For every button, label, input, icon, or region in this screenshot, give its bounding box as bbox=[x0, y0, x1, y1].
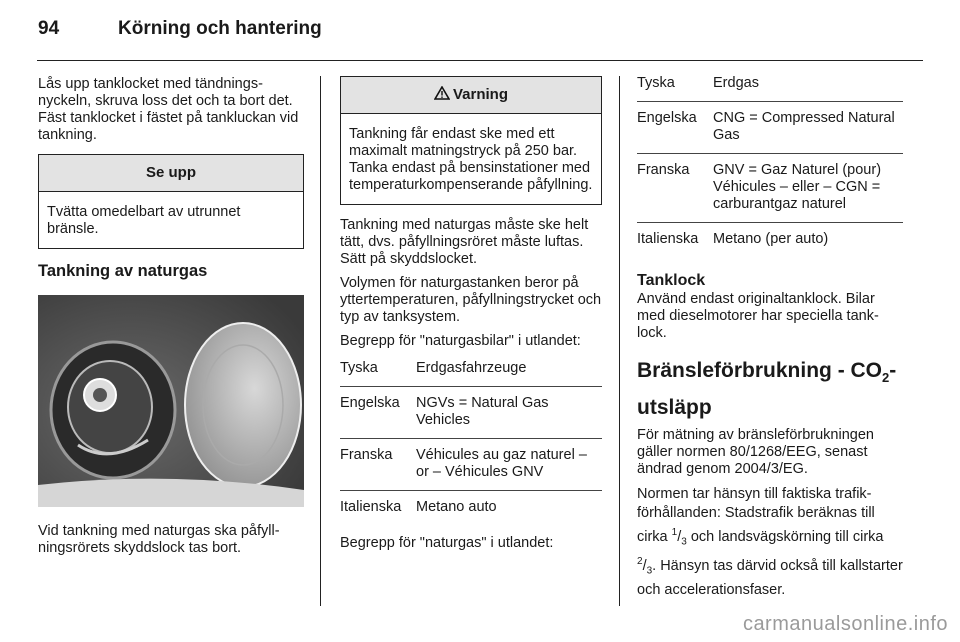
column-divider bbox=[619, 76, 620, 606]
paragraph: Volymen för naturgastanken beror på yttertemperaturen, påfyllningstrycket och typ av tanksystem. bbox=[340, 275, 602, 325]
heading-text: -utsläpp bbox=[637, 359, 897, 420]
fraction-numerator: 1 bbox=[671, 527, 678, 539]
warning-triangle-icon bbox=[434, 86, 450, 100]
paragraph-text: . Hänsyn tas därvid också till kallstarter och accelerationsfaser. bbox=[637, 557, 903, 598]
paragraph: Tankning med naturgas måste ske helt tätt, dvs. påfyllningsröret måste luftas. Sätt på skyddslocket. bbox=[340, 217, 589, 267]
table-row bbox=[637, 154, 903, 223]
warning-header bbox=[341, 77, 601, 114]
table-row bbox=[340, 491, 602, 526]
intro-paragraph: Lås upp tanklocket med tändningsnyckeln, skruva loss det och ta bort det. Fäst tanklocket i fästet på tankluckan vid tankning. bbox=[38, 76, 299, 143]
heading-subscript: 2 bbox=[882, 370, 890, 386]
caution-text: Tvätta omedelbart av utrunnet bränsle. bbox=[47, 204, 241, 237]
term-language: Franska bbox=[340, 439, 416, 491]
table-row bbox=[340, 352, 602, 387]
paragraph: Begrepp för "naturgas" i utlandet: bbox=[340, 535, 554, 551]
term-language: Tyska bbox=[340, 360, 378, 376]
column-3 bbox=[637, 76, 903, 607]
term-value: NGVs = Natural Gas Vehicles bbox=[416, 387, 602, 439]
term-language: Italienska bbox=[340, 491, 416, 526]
warning-title: Varning bbox=[452, 86, 508, 103]
vehicle-terms-table bbox=[340, 352, 602, 525]
page-number: 94 bbox=[38, 18, 60, 39]
fraction-denominator: 3 bbox=[681, 536, 687, 548]
column-divider bbox=[320, 76, 321, 606]
fraction-denominator: 3 bbox=[646, 565, 653, 577]
header-rule bbox=[37, 60, 923, 61]
watermark: carmanualsonline.info bbox=[742, 613, 948, 635]
term-value: GNV = Gaz Naturel (pour) Véhicules – eller – CGN = carburantgaz naturel bbox=[713, 154, 903, 223]
term-value: Erdgasfahrzeuge bbox=[416, 360, 527, 376]
term-value: CNG = Compressed Natural Gas bbox=[713, 102, 903, 154]
table-row bbox=[637, 102, 903, 154]
warning-box bbox=[340, 76, 602, 205]
heading-text: Bränsleförbrukning - CO bbox=[637, 359, 883, 382]
term-language: Tyska bbox=[637, 75, 675, 91]
term-value: Metano (per auto) bbox=[713, 223, 903, 258]
term-language: Engelska bbox=[637, 102, 713, 154]
page-title: Körning och hantering bbox=[118, 18, 322, 39]
table-row bbox=[340, 387, 602, 439]
warning-text: Tankning får endast ske med ett maximalt matningstryck på 250 bar. Tanka endast på bensinstationer med temperaturkompenserande påfyllning. bbox=[349, 126, 593, 193]
table-row bbox=[637, 223, 903, 258]
term-language: Italienska bbox=[637, 223, 713, 258]
caution-box bbox=[38, 154, 304, 249]
table-row bbox=[340, 439, 602, 491]
section-heading-consumption bbox=[637, 356, 903, 423]
term-language: Engelska bbox=[340, 387, 416, 439]
column-2 bbox=[340, 76, 602, 559]
section-heading-tanklock: Tanklock bbox=[637, 272, 706, 289]
term-value: Metano auto bbox=[416, 491, 602, 526]
paragraph-text: och landsvägskörning till cirka bbox=[686, 529, 884, 546]
column-1 bbox=[38, 76, 304, 564]
paragraph-text: Normen tar hänsyn till faktiska trafikförhållanden: Stadstrafik beräknas till cirka bbox=[637, 486, 875, 546]
gas-terms-table bbox=[637, 67, 903, 257]
paragraph: Normen tar hänsyn till faktiska trafikförhållanden: Stadstrafik beräknas till cirka $^1/_3$ och landsvägskörning till cirka $^2/_3$. Hänsyn tas därvid också till kallstarter och accelerationsfaser. bbox=[637, 486, 903, 598]
paragraph: Begrepp för "naturgasbilar" i utlandet: bbox=[340, 333, 581, 349]
paragraph: För mätning av bränsleförbrukningen gäller normen 80/1268/EEG, senast ändrad genom 2004/3/EG. bbox=[637, 427, 874, 478]
fuel-flap-photo bbox=[38, 295, 304, 507]
fraction-numerator: 2 bbox=[637, 555, 643, 567]
term-value: Véhicules au gaz naturel – or – Véhicules GNV bbox=[416, 439, 602, 491]
caution-title: Se upp bbox=[39, 155, 303, 192]
paragraph: Använd endast originaltanklock. Bilar med dieselmotorer har speciella tanklock. bbox=[637, 291, 879, 341]
term-value: Erdgas bbox=[713, 75, 759, 91]
section-heading-natural-gas: Tankning av naturgas bbox=[38, 262, 208, 280]
term-language: Franska bbox=[637, 154, 713, 223]
photo-caption: Vid tankning med naturgas ska påfyllningsrörets skyddslock tas bort. bbox=[38, 523, 280, 556]
table-row bbox=[637, 67, 903, 102]
page-header bbox=[38, 18, 322, 40]
